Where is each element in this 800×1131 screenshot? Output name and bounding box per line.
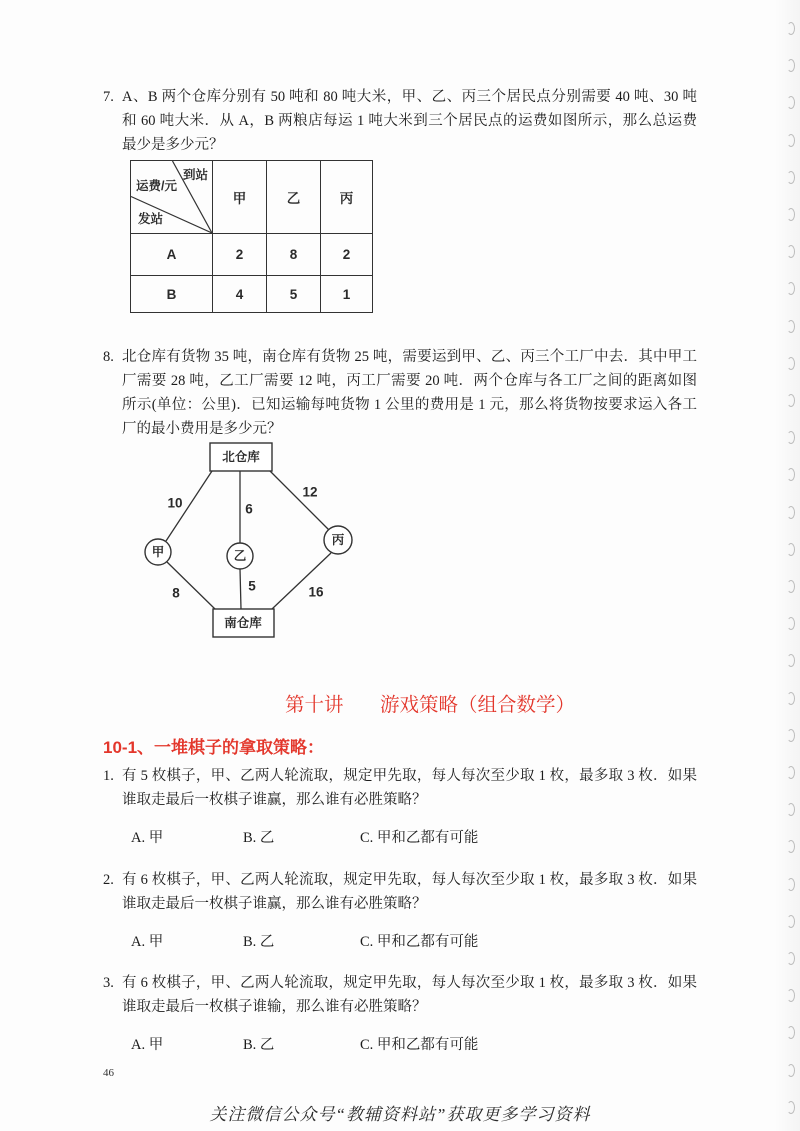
option-a: A. 甲 <box>131 934 164 950</box>
factory-bing-label: 丙 <box>331 533 345 547</box>
binding-hole-icon <box>787 654 795 667</box>
question-number: 2. <box>103 872 114 888</box>
binding-hole-icon <box>787 915 795 928</box>
binding-hole-icon <box>787 1101 795 1114</box>
table-cell: 4 <box>213 276 267 313</box>
binding-hole-icon <box>787 468 795 481</box>
distance-south-jia: 8 <box>172 585 180 601</box>
binding-hole-icon <box>787 394 795 407</box>
question-text <box>122 868 697 916</box>
binding-hole-icon <box>787 543 795 556</box>
table-corner-header <box>131 161 213 234</box>
column-header-yi: 乙 <box>267 161 321 234</box>
problem-line: 厂的最小费用是多少元？ <box>122 421 282 437</box>
binding-hole-icon <box>787 766 795 779</box>
distance-north-yi: 6 <box>245 501 253 517</box>
binding-hole-icon <box>787 22 795 35</box>
spiral-binding <box>785 22 797 1114</box>
distance-diagram <box>130 436 380 642</box>
table-cell: 5 <box>267 276 321 313</box>
table-cell: 1 <box>321 276 373 313</box>
question-line: 谁取走最后一枚棋子谁赢，那么谁有必胜策略？ <box>122 896 427 912</box>
answer-options <box>103 1033 697 1057</box>
column-header-jia: 甲 <box>213 161 267 234</box>
question-text <box>122 971 697 1019</box>
binding-hole-icon <box>787 803 795 816</box>
corner-label-from-station: 发站 <box>138 212 164 226</box>
lecture-title: 游戏策略（组合数学） <box>380 695 576 716</box>
binding-hole-icon <box>787 1064 795 1077</box>
south-warehouse-label: 南仓库 <box>224 616 262 630</box>
edge-yi-south <box>240 569 241 609</box>
question-line: 有 6 枚棋子，甲、乙两人轮流取，规定甲先取，每人每次至少取 1 枚，最多取 3 枚．如果 <box>122 975 697 991</box>
binding-hole-icon <box>787 282 795 295</box>
distance-south-bing: 16 <box>308 584 324 600</box>
table-cell: 2 <box>321 234 373 276</box>
lecture-number: 第十讲 <box>285 695 344 716</box>
footer-note: 关注微信公众号“教辅资料站”获取更多学习资料 <box>209 1105 591 1124</box>
question-number: 1. <box>103 768 114 784</box>
option-b: B. 乙 <box>243 934 275 950</box>
answer-options <box>103 826 697 850</box>
table-cell: 8 <box>267 234 321 276</box>
edge-bing-south <box>272 553 331 609</box>
binding-hole-icon <box>787 989 795 1002</box>
question-line: 谁取走最后一枚棋子谁输，那么谁有必胜策略？ <box>122 999 427 1015</box>
problem-line: A、B 两个仓库分别有 50 吨和 80 吨大米，甲、乙、丙三个居民点分别需要 40 吨、30 吨 <box>122 89 697 105</box>
binding-hole-icon <box>787 506 795 519</box>
option-a: A. 甲 <box>131 830 164 846</box>
binding-hole-icon <box>787 96 795 109</box>
option-c: C. 甲和乙都有可能 <box>360 934 479 950</box>
binding-hole-icon <box>787 171 795 184</box>
binding-hole-icon <box>787 617 795 630</box>
problem-line: 所示(单位：公里)．已知运输每吨货物 1 公里的费用是 1 元，那么将货物按要求运入各工 <box>122 397 697 413</box>
binding-hole-icon <box>787 357 795 370</box>
row-header-a: A <box>131 234 213 276</box>
option-b: B. 乙 <box>243 830 275 846</box>
table-row <box>131 276 373 313</box>
option-c: C. 甲和乙都有可能 <box>360 1037 479 1053</box>
binding-hole-icon <box>787 729 795 742</box>
binding-hole-icon <box>787 580 795 593</box>
binding-hole-icon <box>787 878 795 891</box>
binding-hole-icon <box>787 1026 795 1039</box>
page-number: 46 <box>103 1067 114 1079</box>
corner-label-cost: 运费/元 <box>136 179 177 193</box>
question-text <box>122 764 697 812</box>
question-line: 谁取走最后一枚棋子谁赢，那么谁有必胜策略？ <box>122 792 427 808</box>
binding-hole-icon <box>787 320 795 333</box>
table-header-row <box>131 161 373 234</box>
option-b: B. 乙 <box>243 1037 275 1053</box>
problem-number: 7. <box>103 89 114 105</box>
binding-hole-icon <box>787 245 795 258</box>
option-a: A. 甲 <box>131 1037 164 1053</box>
binding-hole-icon <box>787 208 795 221</box>
freight-cost-table <box>130 160 373 313</box>
distance-north-jia: 10 <box>167 495 183 511</box>
column-header-bing: 丙 <box>321 161 373 234</box>
row-header-b: B <box>131 276 213 313</box>
binding-hole-icon <box>787 134 795 147</box>
factory-jia-label: 甲 <box>151 545 165 559</box>
problem-line: 北仓库有货物 35 吨，南仓库有货物 25 吨，需要运到甲、乙、丙三个工厂中去．其中甲工 <box>122 349 697 365</box>
edge-north-bing <box>270 471 329 530</box>
binding-hole-icon <box>787 431 795 444</box>
problem-number: 8. <box>103 349 114 365</box>
distance-north-bing: 12 <box>302 484 318 500</box>
binding-hole-icon <box>787 952 795 965</box>
answer-options <box>103 930 697 954</box>
table-row <box>131 234 373 276</box>
problem-text <box>122 345 697 441</box>
problem-text <box>122 85 697 157</box>
option-c: C. 甲和乙都有可能 <box>360 830 479 846</box>
question-number: 3. <box>103 975 114 991</box>
binding-hole-icon <box>787 59 795 72</box>
question-line: 有 5 枚棋子，甲、乙两人轮流取，规定甲先取，每人每次至少取 1 枚，最多取 3 枚．如果 <box>122 768 697 784</box>
problem-line: 最少是多少元？ <box>122 137 224 153</box>
question-line: 有 6 枚棋子，甲、乙两人轮流取，规定甲先取，每人每次至少取 1 枚，最多取 3 枚．如果 <box>122 872 697 888</box>
section-title: 10-1、一堆棋子的拿取策略： <box>103 738 325 757</box>
problem-line: 和 60 吨大米．从 A，B 两粮店每运 1 吨大米到三个居民点的运费如图所示，那么总运费 <box>122 113 697 129</box>
corner-label-to-station: 到站 <box>182 168 208 182</box>
factory-yi-label: 乙 <box>233 549 247 563</box>
binding-hole-icon <box>787 692 795 705</box>
distance-south-yi: 5 <box>248 578 256 594</box>
table-cell: 2 <box>213 234 267 276</box>
north-warehouse-label: 北仓库 <box>222 450 260 464</box>
problem-line: 厂需要 28 吨，乙工厂需要 12 吨，丙工厂需要 20 吨．两个仓库与各工厂之间的距离如图 <box>122 373 697 389</box>
binding-hole-icon <box>787 840 795 853</box>
